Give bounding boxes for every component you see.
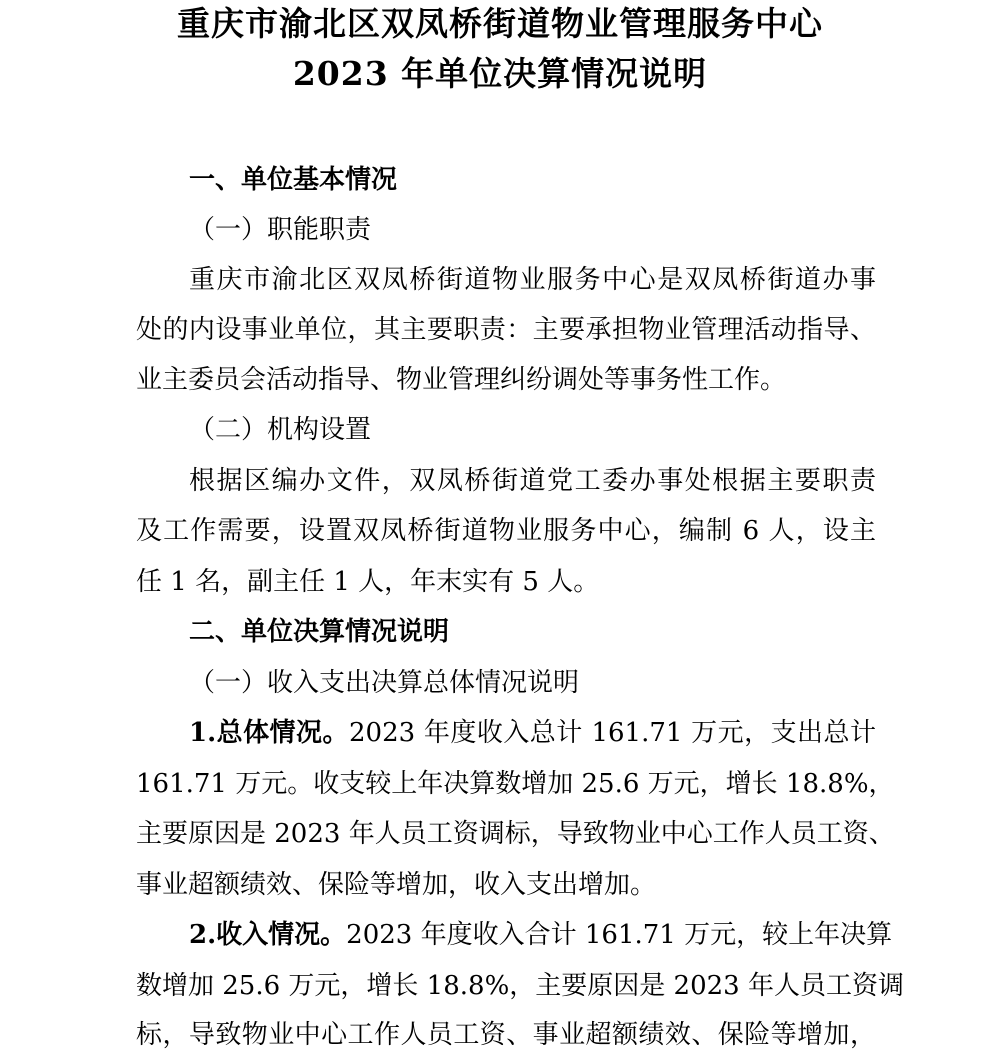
paragraph-line: 事业超额绩效、保险等增加，收入支出增加。 <box>136 870 657 900</box>
paragraph-line: 主要原因是 2023 年人员工资调标，导致物业中心工作人员工资、 <box>136 819 895 849</box>
paragraph-line: 处的内设事业单位，其主要职责：主要承担物业管理活动指导、 <box>136 315 876 345</box>
paragraph-line: 业主委员会活动指导、物业管理纠纷调处等事务性工作。 <box>136 365 787 395</box>
paragraph-line <box>189 716 876 750</box>
subsection-2-heading: （二）机构设置 <box>189 415 372 445</box>
paragraph-line: 根据区编办文件，双凤桥街道党工委办事处根据主要职责 <box>189 466 876 496</box>
paragraph-line: 任 1 名，副主任 1 人，年末实有 5 人。 <box>136 567 600 597</box>
paragraph-lead: 1.总体情况。 <box>189 718 349 748</box>
section-1-heading: 一、单位基本情况 <box>189 165 398 195</box>
paragraph-line: 161.71 万元。收支较上年决算数增加 25.6 万元，增长 18.8%， <box>136 769 895 799</box>
document-title-line-1: 重庆市渝北区双凤桥街道物业管理服务中心 <box>177 4 823 43</box>
section-2-heading: 二、单位决算情况说明 <box>189 617 450 647</box>
subsection-3-heading: （一）收入支出决算总体情况说明 <box>189 668 580 698</box>
paragraph-line: 及工作需要，设置双凤桥街道物业服务中心，编制 6 人，设主 <box>136 516 876 546</box>
paragraph-text: 2023 年度收入合计 161.71 万元，较上年决算 <box>346 920 893 950</box>
paragraph-lead: 2.收入情况。 <box>189 920 347 950</box>
paragraph-line: 重庆市渝北区双凤桥街道物业服务中心是双凤桥街道办事 <box>189 265 876 295</box>
paragraph-line: 标，导致物业中心工作人员工资、事业超额绩效、保险等增加， <box>136 1020 876 1050</box>
paragraph-line: 数增加 25.6 万元，增长 18.8%，主要原因是 2023 年人员工资调 <box>136 971 904 1001</box>
document-title-line-2: 2023 年单位决算情况说明 <box>292 54 708 93</box>
paragraph-text: 2023 年度收入总计 161.71 万元，支出总计 <box>348 718 876 748</box>
paragraph-line <box>189 918 893 952</box>
subsection-1-heading: （一）职能职责 <box>189 215 372 245</box>
